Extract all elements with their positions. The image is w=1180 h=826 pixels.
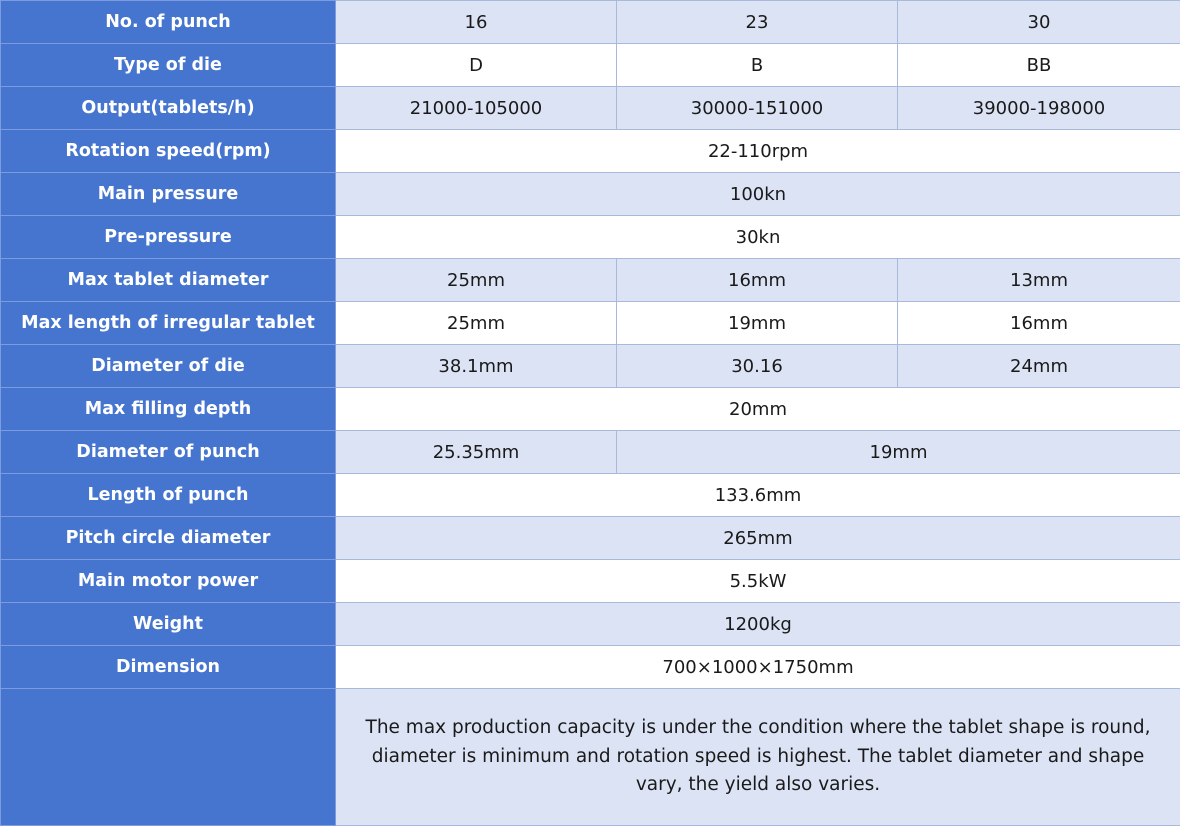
cell-value: BB: [898, 44, 1180, 87]
table-row-diameter-of-die: [1, 345, 1180, 388]
cell-value: 30000-151000: [617, 87, 898, 130]
table-row-output: [1, 87, 1180, 130]
table-row-type-of-die: [1, 44, 1180, 87]
row-label: No. of punch: [1, 1, 336, 44]
cell-value: 25.35mm: [336, 431, 617, 474]
cell-value: B: [617, 44, 898, 87]
cell-value: 700×1000×1750mm: [336, 646, 1180, 689]
cell-value: 19mm: [617, 431, 1180, 474]
capacity-note: The max production capacity is under the condition where the tablet shape is round, diameter is minimum and rotation speed is highest. The tablet diameter and shape vary, the yield also varies.: [336, 689, 1180, 826]
row-label: Max length of irregular tablet: [1, 302, 336, 345]
cell-value: 16mm: [617, 259, 898, 302]
table-row-length-of-punch: [1, 474, 1180, 517]
cell-value: 1200kg: [336, 603, 1180, 646]
row-label: Max filling depth: [1, 388, 336, 431]
row-label: Weight: [1, 603, 336, 646]
cell-value: 13mm: [898, 259, 1180, 302]
row-label: Type of die: [1, 44, 336, 87]
table-row-max-length-irregular-tablet: [1, 302, 1180, 345]
table-row-pre-pressure: [1, 216, 1180, 259]
cell-value: 38.1mm: [336, 345, 617, 388]
cell-value: 265mm: [336, 517, 1180, 560]
cell-value: 30: [898, 1, 1180, 44]
cell-value: 16: [336, 1, 617, 44]
cell-value: D: [336, 44, 617, 87]
spec-table-body: [1, 1, 1180, 826]
cell-value: 21000-105000: [336, 87, 617, 130]
row-label: Dimension: [1, 646, 336, 689]
cell-value: 24mm: [898, 345, 1180, 388]
cell-value: 39000-198000: [898, 87, 1180, 130]
table-row-diameter-of-punch: [1, 431, 1180, 474]
table-row-main-motor-power: [1, 560, 1180, 603]
table-row-rotation-speed: [1, 130, 1180, 173]
cell-value: 25mm: [336, 259, 617, 302]
row-label-empty: [1, 689, 336, 826]
cell-value: 30kn: [336, 216, 1180, 259]
cell-value: 20mm: [336, 388, 1180, 431]
row-label: Pre-pressure: [1, 216, 336, 259]
row-label: Main motor power: [1, 560, 336, 603]
row-label: Max tablet diameter: [1, 259, 336, 302]
cell-value: 19mm: [617, 302, 898, 345]
table-row-weight: [1, 603, 1180, 646]
table-row-main-pressure: [1, 173, 1180, 216]
cell-value: 133.6mm: [336, 474, 1180, 517]
row-label: Diameter of die: [1, 345, 336, 388]
table-row-note: [1, 689, 1180, 826]
table-row-max-tablet-diameter: [1, 259, 1180, 302]
table-row-pitch-circle-diameter: [1, 517, 1180, 560]
cell-value: 30.16: [617, 345, 898, 388]
cell-value: 16mm: [898, 302, 1180, 345]
cell-value: 25mm: [336, 302, 617, 345]
row-label: Length of punch: [1, 474, 336, 517]
table-row-dimension: [1, 646, 1180, 689]
cell-value: 5.5kW: [336, 560, 1180, 603]
cell-value: 100kn: [336, 173, 1180, 216]
row-label: Rotation speed(rpm): [1, 130, 336, 173]
cell-value: 23: [617, 1, 898, 44]
row-label: Output(tablets/h): [1, 87, 336, 130]
row-label: Diameter of punch: [1, 431, 336, 474]
row-label: Pitch circle diameter: [1, 517, 336, 560]
table-row-no-of-punch: [1, 1, 1180, 44]
cell-value: 22-110rpm: [336, 130, 1180, 173]
row-label: Main pressure: [1, 173, 336, 216]
table-row-max-filling-depth: [1, 388, 1180, 431]
